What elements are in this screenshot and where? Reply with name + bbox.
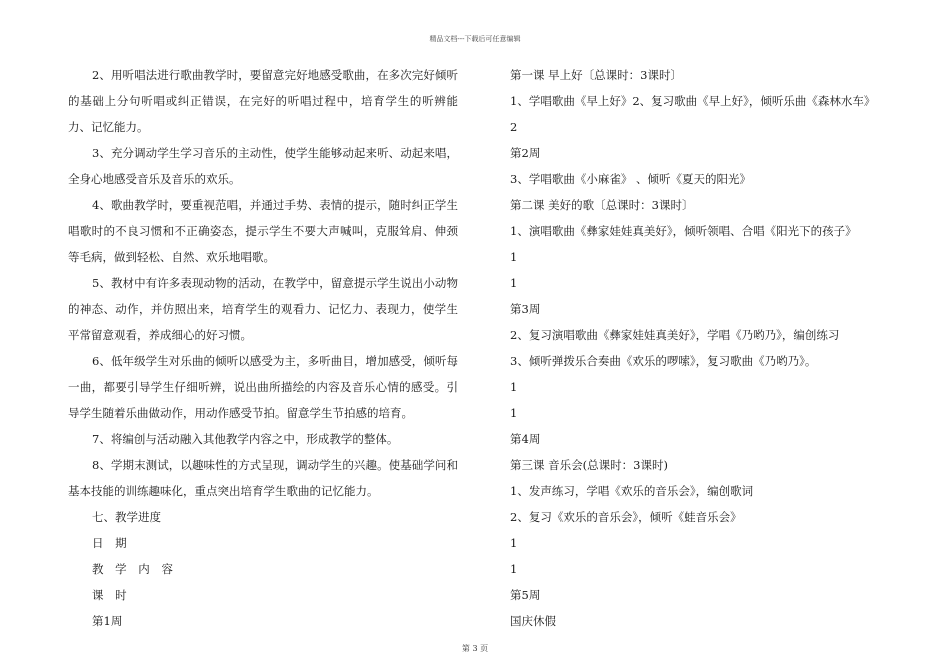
hours-value: 1: [510, 536, 518, 550]
schedule-line: 国庆休假: [510, 614, 556, 628]
table-header-content: 教 学 内 容: [92, 562, 177, 576]
paragraph: 3、充分调动学生学习音乐的主动性，使学生能够动起来听、动起来唱，全身心地感受音乐及音乐的欢乐。: [68, 146, 458, 186]
hours-value: 1: [510, 562, 518, 576]
page-footer: 第 3 页: [461, 644, 489, 653]
week-label: 第3周: [510, 302, 541, 316]
week-label: 第2周: [510, 146, 541, 160]
hours-value: 1: [510, 250, 518, 264]
left-column: [68, 62, 458, 634]
week-label: 第5周: [510, 588, 541, 602]
paragraph: 6、低年级学生对乐曲的倾听以感受为主，多听曲目，增加感受，倾听每一曲，都要引导学生仔细听辨，说出曲所描绘的内容及音乐心情的感受。引导学生随着乐曲做动作，用动作感受节拍。留意学生节拍感的培育。: [68, 354, 458, 420]
paragraph: 5、教材中有许多表现动物的活动，在教学中，留意提示学生说出小动物的神态、动作，并仿照出来，培育学生的观看力、记忆力、表现力，使学生平常留意观看，养成细心的好习惯。: [68, 276, 458, 342]
lesson-title: 第二课 美好的歌〔总课时：3课时〕: [510, 198, 694, 212]
week-label: 第1周: [92, 614, 123, 628]
paragraph: 7、将编创与活动融入其他教学内容之中，形成教学的整体。: [92, 432, 399, 446]
paragraph: 8、学期末测试，以趣味性的方式呈现，调动学生的兴趣。使基础学问和基本技能的训练趣味化，重点突出培育学生歌曲的记忆能力。: [68, 458, 458, 498]
schedule-line: 1、演唱歌曲《彝家娃娃真美好》，倾听领唱、合唱《阳光下的孩子》: [510, 224, 857, 238]
schedule-line: 2、复习《欢乐的音乐会》，倾听《蛙音乐会》: [510, 510, 742, 524]
schedule-line: 1、发声练习，学唱《欢乐的音乐会》，编创歌词: [510, 484, 754, 498]
hours-value: 1: [510, 406, 518, 420]
right-column: [510, 62, 890, 634]
week-label: 第4周: [510, 432, 541, 446]
section-heading: 七、教学进度: [92, 510, 161, 524]
page-header: 精品文档---下载后可任意编辑: [429, 35, 521, 43]
paragraph: 4、歌曲教学时，要重视范唱，并通过手势、表情的提示，随时纠正学生唱歌时的不良习惯和不正确姿态，提示学生不要大声喊叫，克服耸肩、伸颈等毛病，做到轻松、自然、欢乐地唱歌。: [68, 198, 458, 264]
schedule-line: 3、倾听弹拨乐合奏曲《欢乐的啰嗦》，复习歌曲《乃哟乃》。: [510, 354, 817, 368]
hours-value: 1: [510, 380, 518, 394]
lesson-title: 第一课 早上好〔总课时：3课时〕: [510, 68, 682, 82]
table-header-date: 日 期: [92, 536, 131, 550]
schedule-line: 3、学唱歌曲《小麻雀》 、倾听《夏天的阳光》: [510, 172, 751, 186]
table-header-hours: 课 时: [92, 588, 131, 602]
lesson-title: 第三课 音乐会(总课时：3课时): [510, 458, 668, 472]
hours-value: 1: [510, 276, 518, 290]
schedule-line: 2、复习演唱歌曲《彝家娃娃真美好》，学唱《乃哟乃》，编创练习: [510, 328, 840, 342]
schedule-line: 1、学唱歌曲《早上好》2、复习歌曲《早上好》，倾听乐曲《森林水车》: [510, 94, 876, 108]
hours-value: 2: [510, 120, 518, 134]
paragraph: 2、用听唱法进行歌曲教学时，要留意完好地感受歌曲，在多次完好倾听的基础上分句听唱或纠正错误，在完好的听唱过程中，培育学生的听辨能力、记忆能力。: [68, 68, 458, 134]
